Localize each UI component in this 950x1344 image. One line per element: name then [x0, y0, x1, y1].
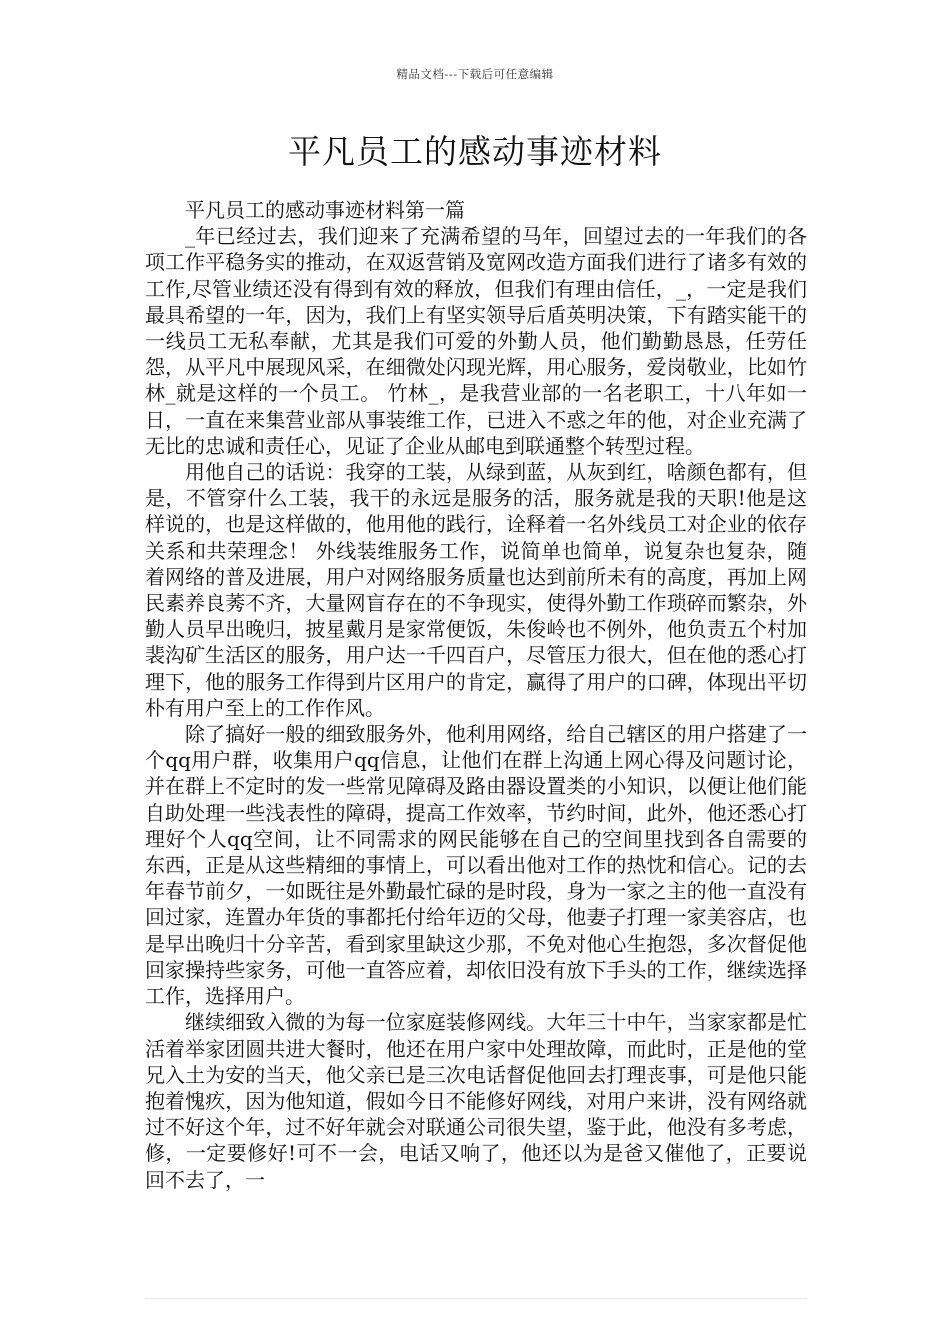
section-heading: 平凡员工的感动事迹材料第一篇: [185, 198, 465, 222]
body-paragraph: 用他自己的话说：我穿的工装，从绿到蓝，从灰到红，啥颜色都有，但是，不管穿什么工装，我干的永远是服务的活，服务就是我的天职!他是这样说的，也是这样做的，他用他的践行，诠释着一名外线员工对企业的依存关系和共荣理念！ 外线装维服务工作，说简单也简单，说复杂也复杂，随着网络的普及进展，用户对网络服务质量也达到前所未有的高度，再加上网民素养良莠不齐，大量网盲存在的不争现实，使得外勤工作琐碎而繁杂，外勤人员早出晚归，披星戴月是家常便饭，朱俊岭也不例外，他负责五个村加裴沟矿生活区的服务，用户达一千四百户，尽管压力很大，但在他的悉心打理下，他的服务工作得到片区用户的肯定，赢得了用户的口碑，体现出平切朴有用户至上的工作作风。: [145, 460, 807, 720]
page-divider: [145, 1298, 807, 1299]
document-title: 平凡员工的感动事迹材料: [288, 132, 662, 171]
body-paragraph: 除了搞好一般的细致服务外，他利用网络，给自己辖区的用户搭建了一个qq用户群，收集用户qq信息，让他们在群上沟通上网心得及问题讨论，并在群上不定时的发一些常见障碍及路由器设置类的小知识，以便让他们能自助处理一些浅表性的障碍，提高工作效率，节约时间，此外，他还悉心打理好个人qq空间，让不同需求的网民能够在自己的空间里找到各自需要的东西，正是从这些精细的事情上，可以看出他对工作的热忱和信心。记的去年春节前夕，一如既往是外勤最忙碌的是时段，身为一家之主的他一直没有回过家，连置办年货的事都托付给年迈的父母，他妻子打理一家美容店，也是早出晚归十分辛苦，看到家里缺这少那，不免对他心生抱怨，多次督促他回家操持些家务，可他一直答应着，却依旧没有放下手头的工作，继续选择工作，选择用户。: [145, 722, 807, 1009]
header-note: 精品文档---下载后可任意编辑: [396, 67, 554, 81]
document-body: [145, 197, 807, 1193]
body-paragraph: 继续细致入微的为每一位家庭装修网线。大年三十中午，当家家都是忙活着举家团圆共进大餐时，他还在用户家中处理故障，而此时，正是他的堂兄入土为安的当天，他父亲已是三次电话督促他回去打理丧事，可是他只能抱着愧疚，因为他知道，假如今日不能修好网线，对用户来讲，没有网络就过不好这个年，过不好年就会对联通公司很失望，鉴于此，他没有多考虑，修，一定要修好!可不一会，电话又响了，他还以为是爸又催他了，正要说回不去了，一: [145, 1010, 807, 1192]
body-paragraph: _年已经过去，我们迎来了充满希望的马年，回望过去的一年我们的各项工作平稳务实的推动，在双返营销及宽网改造方面我们进行了诸多有效的工作,尽管业绩还没有得到有效的释放，但我们有理由信任，_，一定是我们最具希望的一年，因为，我们上有坚实领导后盾英明决策，下有踏实能干的一线员工无私奉献，尤其是我们可爱的外勤人员，他们勤勤恳恳，任劳任怨，从平凡中展现风采，在细微处闪现光辉，用心服务，爱岗敬业，比如竹林_就是这样的一个员工。 竹林_，是我营业部的一名老职工，十八年如一日，一直在来集营业部从事装维工作，已进入不惑之年的他，对企业充满了无比的忠诚和责任心，见证了企业从邮电到联通整个转型过程。: [145, 224, 807, 458]
